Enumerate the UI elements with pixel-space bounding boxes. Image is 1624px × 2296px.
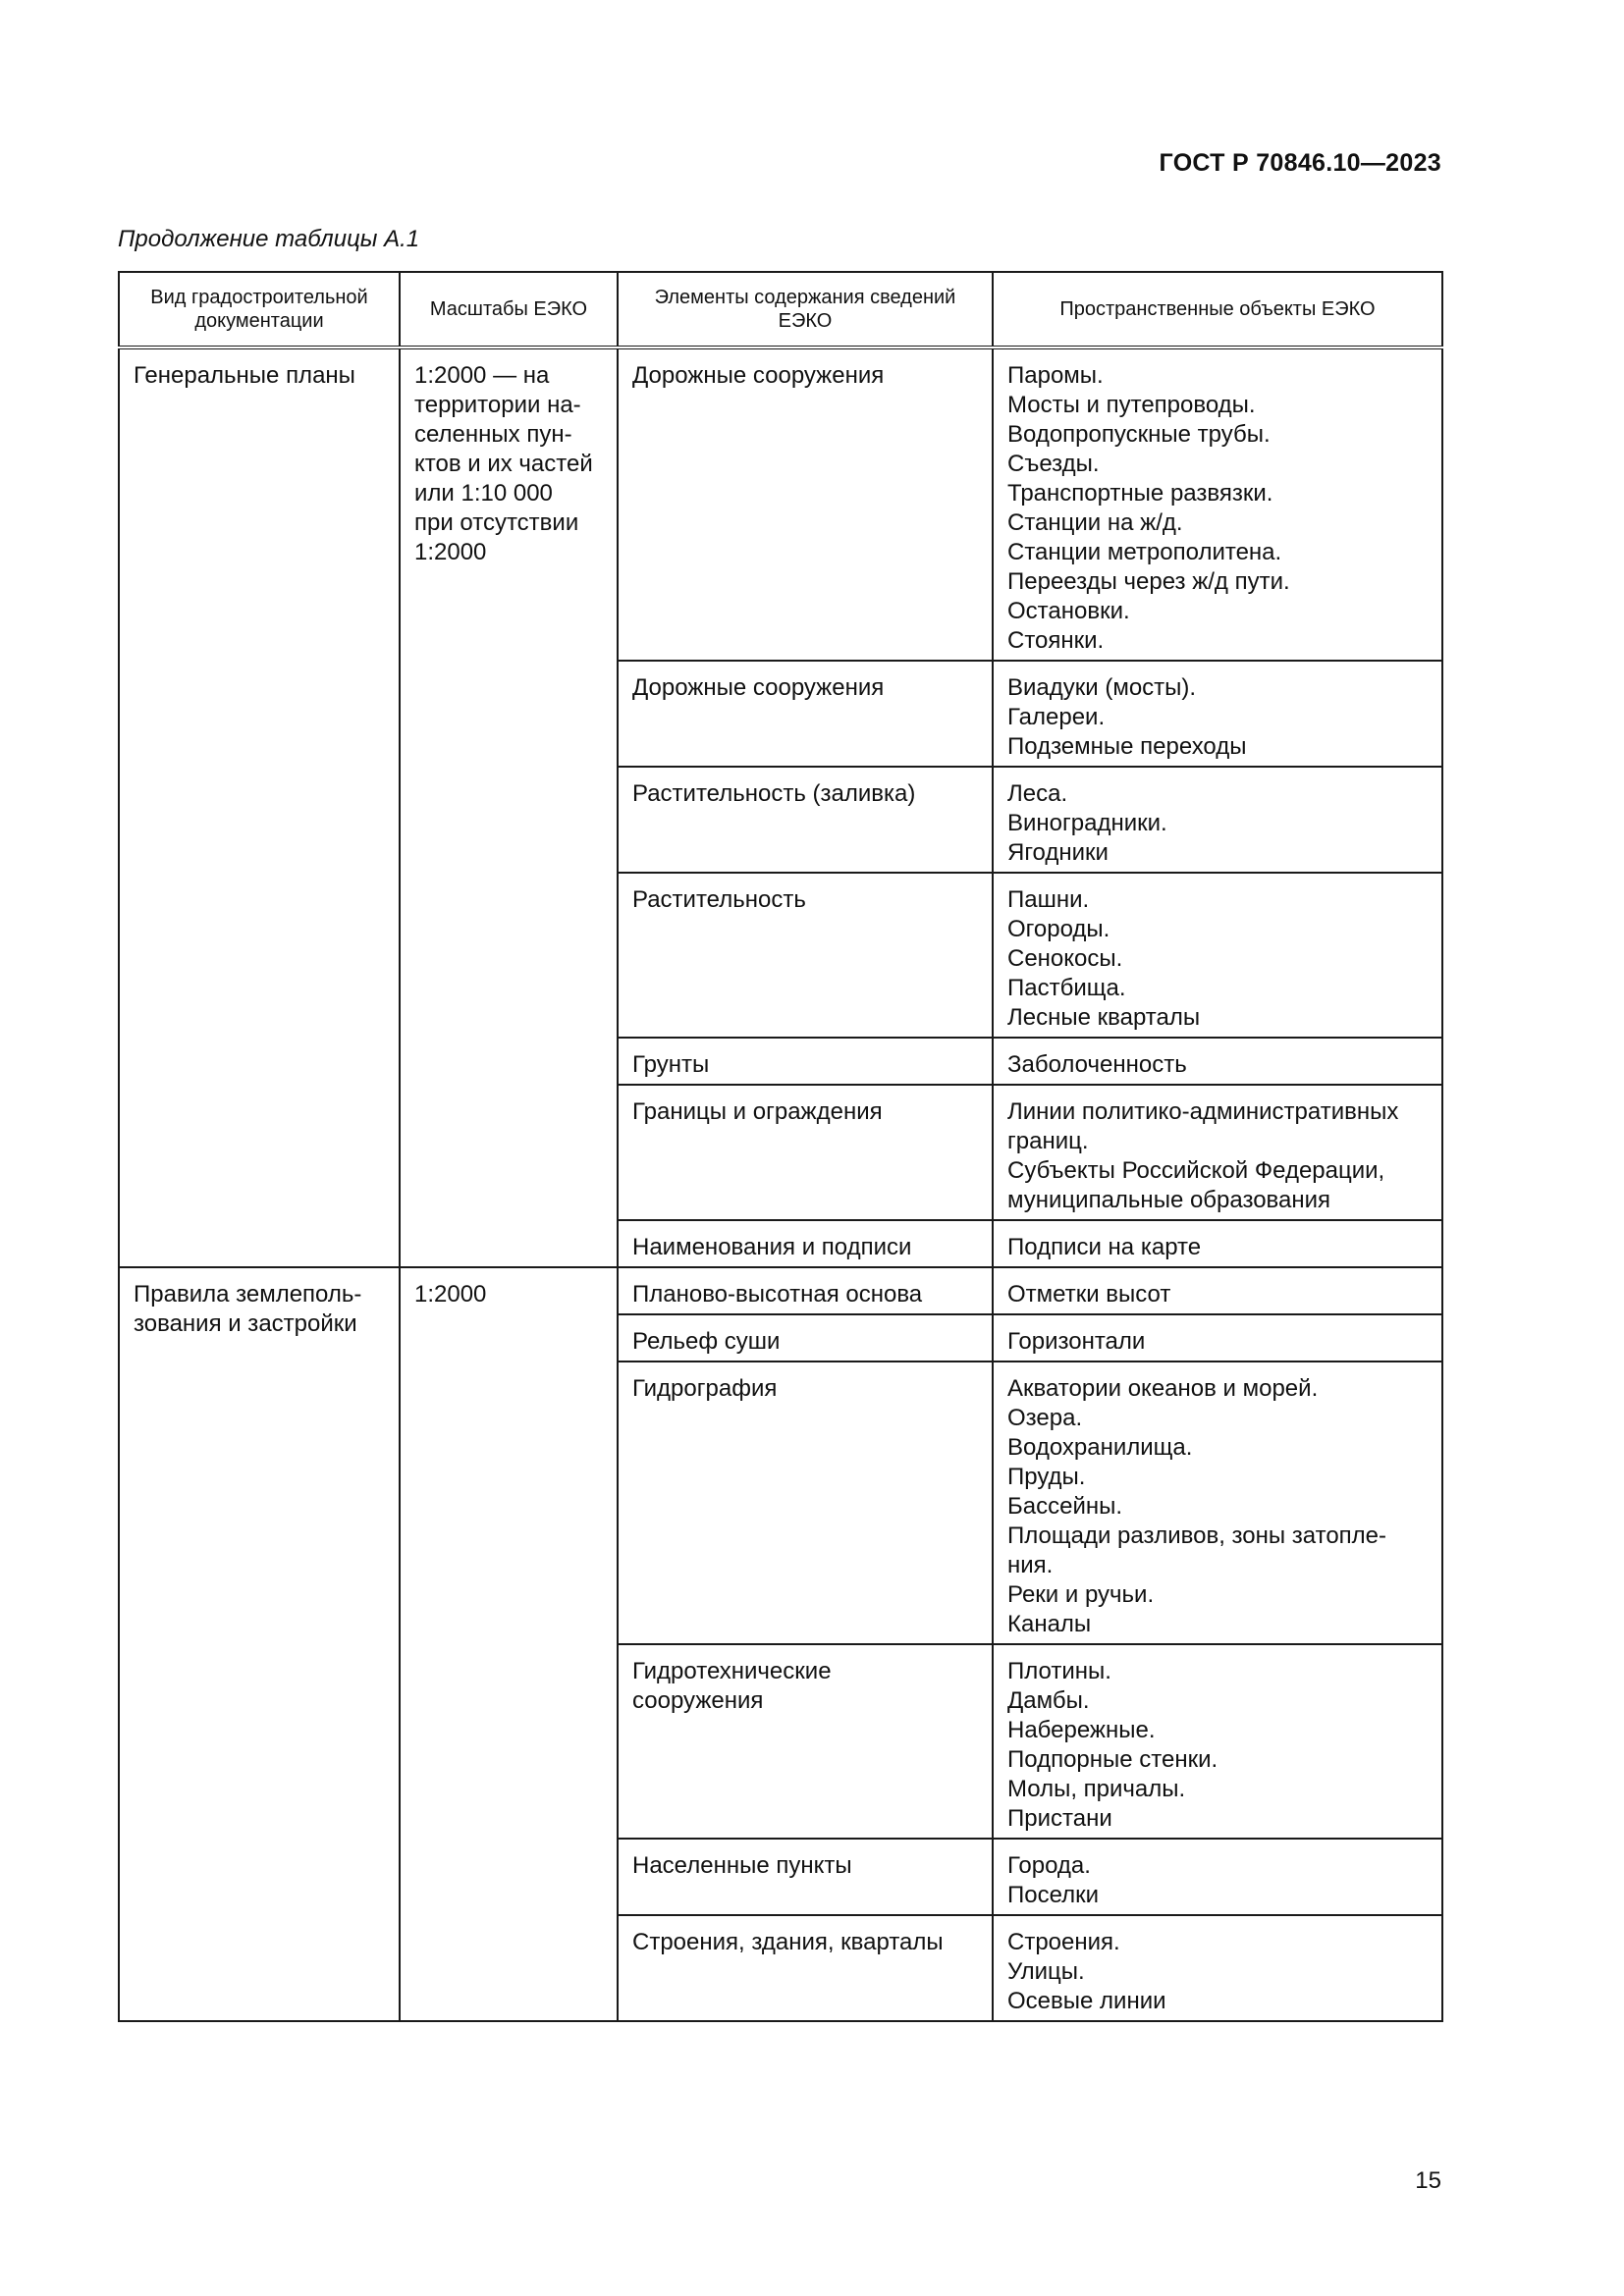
objects-cell [993,1267,1442,1314]
objects-cell [993,661,1442,767]
cell-line: Дорожные сооружения [632,674,885,701]
cell-line: при отсутствии [414,509,579,536]
table-body [119,347,1442,2021]
doc-type-cell [119,1267,400,2021]
table-row [119,347,1442,661]
doc-type-cell [119,347,400,1267]
element-cell [618,1038,993,1085]
cell-line: Пастбища. [1007,975,1126,1001]
objects-cell [993,1220,1442,1267]
objects-cell [993,1839,1442,1915]
cell-line: или 1:10 000 [414,480,553,507]
element-cell [618,1267,993,1314]
cell-line: Горизонтали [1007,1328,1146,1355]
objects-cell [993,1362,1442,1644]
element-cell [618,1362,993,1644]
element-cell [618,1644,993,1839]
cell-line: Заболоченность [1007,1051,1187,1078]
cell-line: Молы, причалы. [1007,1776,1186,1802]
cell-line: Пашни. [1007,886,1090,913]
objects-cell [993,1915,1442,2021]
cell-line: Города. [1007,1852,1091,1879]
cell-line: Генеральные планы [134,362,355,389]
objects-cell [993,767,1442,873]
cell-line: Плотины. [1007,1658,1111,1684]
cell-line: Переезды через ж/д пути. [1007,568,1290,595]
element-cell [618,347,993,661]
scale-cell [400,1267,618,2021]
table-header-row [119,272,1442,347]
cell-line: Грунты [632,1051,710,1078]
cell-line: Подписи на карте [1007,1234,1202,1260]
cell-line: Виадуки (мосты). [1007,674,1197,701]
cell-line: Водохранилища. [1007,1434,1193,1461]
scale-cell [400,347,618,1267]
cell-line: Линии политико-административных [1007,1098,1399,1125]
cell-line: ния. [1007,1552,1054,1578]
cell-line: Озера. [1007,1405,1083,1431]
cell-line: зования и застройки [134,1310,357,1337]
cell-line: ктов и их частей [414,451,593,477]
cell-line: Населенные пункты [632,1852,852,1879]
cell-line: Пристани [1007,1805,1112,1832]
cell-line: Наименования и подписи [632,1234,912,1260]
cell-line: Строения, здания, кварталы [632,1929,944,1955]
objects-cell [993,1314,1442,1362]
element-cell [618,767,993,873]
cell-line: Станции на ж/д. [1007,509,1183,536]
cell-line: Субъекты Российской Федерации, [1007,1157,1385,1184]
column-header-scale: Масштабы ЕЭКО [400,272,618,347]
element-cell [618,1085,993,1220]
objects-cell [993,1038,1442,1085]
objects-cell [993,1085,1442,1220]
cell-line: Рельеф суши [632,1328,781,1355]
element-cell [618,873,993,1038]
cell-line: Огороды. [1007,916,1110,942]
page-number: 15 [1415,2167,1441,2194]
cell-line: Лесные кварталы [1007,1004,1201,1031]
cell-line: Строения. [1007,1929,1120,1955]
cell-line: Реки и ручьи. [1007,1581,1155,1608]
cell-line: 1:2000 — на [414,362,550,389]
cell-line: Набережные. [1007,1717,1156,1743]
document-code: ГОСТ Р 70846.10—2023 [1159,149,1441,177]
cell-line: Планово-высотная основа [632,1281,923,1308]
cell-line: Растительность (заливка) [632,780,916,807]
cell-line: Подземные переходы [1007,733,1247,760]
cell-line: границ. [1007,1128,1089,1154]
objects-cell [993,1644,1442,1839]
cell-line: Улицы. [1007,1958,1085,1985]
cell-line: Бассейны. [1007,1493,1123,1520]
cell-line: Поселки [1007,1882,1100,1908]
cell-line: Гидрография [632,1375,778,1402]
column-header-doc-type: Вид градостроительной документации [119,272,400,347]
element-cell [618,1839,993,1915]
cell-line: Подпорные стенки. [1007,1746,1218,1773]
objects-cell [993,347,1442,661]
cell-line: Растительность [632,886,806,913]
cell-line: Остановки. [1007,598,1130,624]
cell-line: Сенокосы. [1007,945,1123,972]
cell-line: Акватории океанов и морей. [1007,1375,1319,1402]
cell-line: муниципальные образования [1007,1187,1331,1213]
element-cell [618,1220,993,1267]
cell-line: Дамбы. [1007,1687,1090,1714]
cell-line: Галереи. [1007,704,1106,730]
column-header-elements: Элементы содержания сведений ЕЭКО [618,272,993,347]
cell-line: Мосты и путепроводы. [1007,392,1256,418]
cell-line: Осевые линии [1007,1988,1166,2014]
element-cell [618,1314,993,1362]
cell-line: Леса. [1007,780,1068,807]
cell-line: Виноградники. [1007,810,1167,836]
cell-line: Станции метрополитена. [1007,539,1282,565]
cell-line: Гидротехнические [632,1658,832,1684]
cell-line: Транспортные развязки. [1007,480,1273,507]
cell-line: Площади разливов, зоны затопле- [1007,1522,1387,1549]
objects-cell [993,873,1442,1038]
cell-line: Дорожные сооружения [632,362,885,389]
cell-line: Ягодники [1007,839,1109,866]
cell-line: Каналы [1007,1611,1092,1637]
cell-line: 1:2000 [414,1281,487,1308]
cell-line: Водопропускные трубы. [1007,421,1271,448]
cell-line: Отметки высот [1007,1281,1171,1308]
cell-line: Границы и ограждения [632,1098,883,1125]
cell-line: селенных пун- [414,421,572,448]
element-cell [618,661,993,767]
cell-line: Пруды. [1007,1464,1086,1490]
element-cell [618,1915,993,2021]
standards-table [118,271,1443,2022]
table-caption: Продолжение таблицы А.1 [118,226,420,252]
cell-line: сооружения [632,1687,764,1714]
cell-line: территории на- [414,392,581,418]
column-header-objects: Пространственные объекты ЕЭКО [993,272,1442,347]
cell-line: Паромы. [1007,362,1104,389]
table-row [119,1267,1442,1314]
cell-line: Стоянки. [1007,627,1105,654]
cell-line: 1:2000 [414,539,487,565]
cell-line: Правила землеполь- [134,1281,362,1308]
cell-line: Съезды. [1007,451,1100,477]
